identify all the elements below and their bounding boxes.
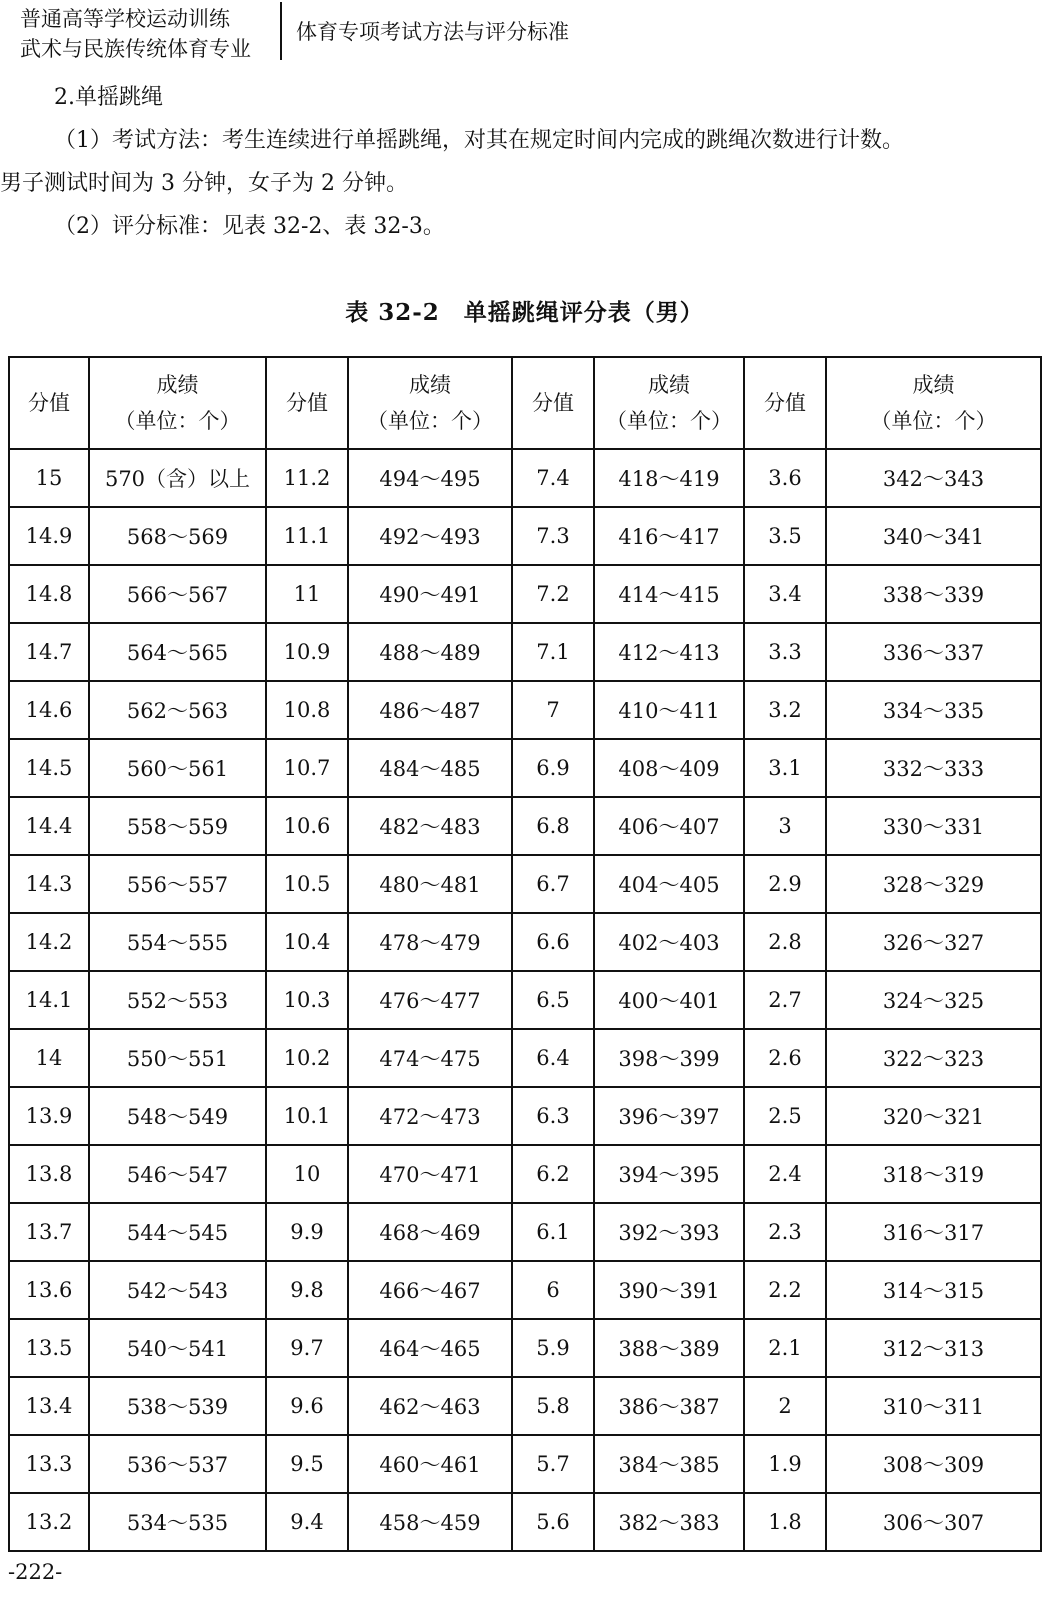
result-cell: 560～561 bbox=[89, 739, 266, 797]
table-body bbox=[9, 449, 1041, 1551]
header-score: 分值 bbox=[266, 357, 348, 449]
score-cell: 11 bbox=[266, 565, 348, 623]
table-header-row bbox=[9, 357, 1041, 449]
result-cell: 382～383 bbox=[594, 1493, 744, 1551]
header-result bbox=[348, 357, 512, 449]
result-cell: 478～479 bbox=[348, 913, 512, 971]
result-cell: 400～401 bbox=[594, 971, 744, 1029]
series-title-line1: 普通高等学校运动训练 bbox=[20, 7, 230, 31]
score-cell: 11.2 bbox=[266, 449, 348, 507]
result-cell: 402～403 bbox=[594, 913, 744, 971]
score-cell: 7.2 bbox=[512, 565, 594, 623]
score-cell: 6.2 bbox=[512, 1145, 594, 1203]
result-cell: 324～325 bbox=[826, 971, 1041, 1029]
result-cell: 466～467 bbox=[348, 1261, 512, 1319]
score-cell: 9.8 bbox=[266, 1261, 348, 1319]
result-cell: 412～413 bbox=[594, 623, 744, 681]
section-title: 2.单摇跳绳 bbox=[54, 85, 163, 110]
score-cell: 3.5 bbox=[744, 507, 826, 565]
score-cell: 3.6 bbox=[744, 449, 826, 507]
result-cell: 556～557 bbox=[89, 855, 266, 913]
score-cell: 14.6 bbox=[9, 681, 89, 739]
score-cell: 6.5 bbox=[512, 971, 594, 1029]
score-cell: 13.4 bbox=[9, 1377, 89, 1435]
score-cell: 9.4 bbox=[266, 1493, 348, 1551]
result-cell: 318～319 bbox=[826, 1145, 1041, 1203]
header-unit-label: （单位：个） bbox=[606, 409, 732, 433]
score-cell: 10.8 bbox=[266, 681, 348, 739]
result-cell: 464～465 bbox=[348, 1319, 512, 1377]
result-cell: 334～335 bbox=[826, 681, 1041, 739]
result-cell: 396～397 bbox=[594, 1087, 744, 1145]
result-cell: 562～563 bbox=[89, 681, 266, 739]
header-result bbox=[594, 357, 744, 449]
chapter-title: 体育专项考试方法与评分标准 bbox=[296, 20, 569, 44]
score-cell: 13.2 bbox=[9, 1493, 89, 1551]
score-cell: 9.7 bbox=[266, 1319, 348, 1377]
score-cell: 15 bbox=[9, 449, 89, 507]
score-cell: 2.6 bbox=[744, 1029, 826, 1087]
result-cell: 326～327 bbox=[826, 913, 1041, 971]
result-cell: 492～493 bbox=[348, 507, 512, 565]
table-row bbox=[9, 449, 1041, 507]
table-row bbox=[9, 855, 1041, 913]
score-cell: 6.3 bbox=[512, 1087, 594, 1145]
score-cell: 6.6 bbox=[512, 913, 594, 971]
score-cell: 6 bbox=[512, 1261, 594, 1319]
result-cell: 566～567 bbox=[89, 565, 266, 623]
score-cell: 6.8 bbox=[512, 797, 594, 855]
table-row bbox=[9, 507, 1041, 565]
score-cell: 2.3 bbox=[744, 1203, 826, 1261]
table-row bbox=[9, 681, 1041, 739]
header-score: 分值 bbox=[9, 357, 89, 449]
header-result bbox=[89, 357, 266, 449]
score-cell: 2.4 bbox=[744, 1145, 826, 1203]
result-cell: 384～385 bbox=[594, 1435, 744, 1493]
page-header bbox=[0, 0, 1049, 64]
table-row bbox=[9, 913, 1041, 971]
result-cell: 486～487 bbox=[348, 681, 512, 739]
result-cell: 552～553 bbox=[89, 971, 266, 1029]
score-cell: 2.9 bbox=[744, 855, 826, 913]
section-body bbox=[0, 76, 1040, 248]
result-cell: 314～315 bbox=[826, 1261, 1041, 1319]
result-cell: 544～545 bbox=[89, 1203, 266, 1261]
result-cell: 494～495 bbox=[348, 449, 512, 507]
score-cell: 3.3 bbox=[744, 623, 826, 681]
table-row bbox=[9, 1203, 1041, 1261]
score-cell: 6.9 bbox=[512, 739, 594, 797]
result-cell: 388～389 bbox=[594, 1319, 744, 1377]
result-cell: 488～489 bbox=[348, 623, 512, 681]
table-row bbox=[9, 739, 1041, 797]
score-cell: 14.7 bbox=[9, 623, 89, 681]
result-cell: 542～543 bbox=[89, 1261, 266, 1319]
score-cell: 3.2 bbox=[744, 681, 826, 739]
score-cell: 3.1 bbox=[744, 739, 826, 797]
table-row bbox=[9, 623, 1041, 681]
result-cell: 540～541 bbox=[89, 1319, 266, 1377]
table-row bbox=[9, 565, 1041, 623]
result-cell: 462～463 bbox=[348, 1377, 512, 1435]
table-row bbox=[9, 1435, 1041, 1493]
book-series-title bbox=[20, 4, 251, 64]
score-cell: 3 bbox=[744, 797, 826, 855]
header-unit-label: （单位：个） bbox=[870, 409, 997, 433]
score-cell: 10.2 bbox=[266, 1029, 348, 1087]
score-cell: 14.8 bbox=[9, 565, 89, 623]
result-cell: 482～483 bbox=[348, 797, 512, 855]
score-cell: 11.1 bbox=[266, 507, 348, 565]
header-result-label: 成绩 bbox=[156, 373, 199, 397]
result-cell: 458～459 bbox=[348, 1493, 512, 1551]
score-cell: 13.8 bbox=[9, 1145, 89, 1203]
score-cell: 2.5 bbox=[744, 1087, 826, 1145]
scoring-paragraph: （2）评分标准：见表 32-2、表 32-3。 bbox=[54, 214, 445, 239]
score-cell: 10.9 bbox=[266, 623, 348, 681]
result-cell: 416～417 bbox=[594, 507, 744, 565]
score-cell: 10.4 bbox=[266, 913, 348, 971]
header-divider bbox=[280, 2, 282, 60]
score-cell: 2.7 bbox=[744, 971, 826, 1029]
result-cell: 404～405 bbox=[594, 855, 744, 913]
score-cell: 5.9 bbox=[512, 1319, 594, 1377]
result-cell: 336～337 bbox=[826, 623, 1041, 681]
result-cell: 312～313 bbox=[826, 1319, 1041, 1377]
score-cell: 10.6 bbox=[266, 797, 348, 855]
score-cell: 7.4 bbox=[512, 449, 594, 507]
score-cell: 14.4 bbox=[9, 797, 89, 855]
score-cell: 2.2 bbox=[744, 1261, 826, 1319]
score-cell: 7.3 bbox=[512, 507, 594, 565]
result-cell: 476～477 bbox=[348, 971, 512, 1029]
result-cell: 338～339 bbox=[826, 565, 1041, 623]
table-row bbox=[9, 1319, 1041, 1377]
result-cell: 470～471 bbox=[348, 1145, 512, 1203]
header-result-label: 成绩 bbox=[912, 373, 955, 397]
score-cell: 3.4 bbox=[744, 565, 826, 623]
result-cell: 472～473 bbox=[348, 1087, 512, 1145]
score-cell: 7 bbox=[512, 681, 594, 739]
score-cell: 7.1 bbox=[512, 623, 594, 681]
result-cell: 394～395 bbox=[594, 1145, 744, 1203]
result-cell: 480～481 bbox=[348, 855, 512, 913]
result-cell: 386～387 bbox=[594, 1377, 744, 1435]
header-result bbox=[826, 357, 1041, 449]
score-cell: 14.2 bbox=[9, 913, 89, 971]
score-cell: 1.9 bbox=[744, 1435, 826, 1493]
result-cell: 418～419 bbox=[594, 449, 744, 507]
score-cell: 10 bbox=[266, 1145, 348, 1203]
header-unit-label: （单位：个） bbox=[114, 409, 241, 433]
result-cell: 536～537 bbox=[89, 1435, 266, 1493]
result-cell: 460～461 bbox=[348, 1435, 512, 1493]
score-cell: 14.3 bbox=[9, 855, 89, 913]
score-cell: 10.3 bbox=[266, 971, 348, 1029]
result-cell: 310～311 bbox=[826, 1377, 1041, 1435]
score-cell: 13.5 bbox=[9, 1319, 89, 1377]
score-cell: 6.4 bbox=[512, 1029, 594, 1087]
score-cell: 13.6 bbox=[9, 1261, 89, 1319]
result-cell: 392～393 bbox=[594, 1203, 744, 1261]
result-cell: 468～469 bbox=[348, 1203, 512, 1261]
header-result-label: 成绩 bbox=[648, 373, 690, 397]
score-cell: 10.5 bbox=[266, 855, 348, 913]
result-cell: 546～547 bbox=[89, 1145, 266, 1203]
result-cell: 490～491 bbox=[348, 565, 512, 623]
result-cell: 550～551 bbox=[89, 1029, 266, 1087]
score-cell: 10.1 bbox=[266, 1087, 348, 1145]
result-cell: 410～411 bbox=[594, 681, 744, 739]
result-cell: 320～321 bbox=[826, 1087, 1041, 1145]
score-cell: 2.8 bbox=[744, 913, 826, 971]
table-title: 表 32-2 单摇跳绳评分表（男） bbox=[345, 299, 704, 326]
score-cell: 9.6 bbox=[266, 1377, 348, 1435]
score-cell: 1.8 bbox=[744, 1493, 826, 1551]
result-cell: 332～333 bbox=[826, 739, 1041, 797]
method-paragraph-line2: 男子测试时间为 3 分钟，女子为 2 分钟。 bbox=[0, 171, 408, 196]
table-row bbox=[9, 1377, 1041, 1435]
score-cell: 14.1 bbox=[9, 971, 89, 1029]
method-paragraph-line1: （1）考试方法：考生连续进行单摇跳绳，对其在规定时间内完成的跳绳次数进行计数。 bbox=[54, 128, 904, 153]
result-cell: 570（含）以上 bbox=[89, 449, 266, 507]
score-cell: 5.8 bbox=[512, 1377, 594, 1435]
result-cell: 548～549 bbox=[89, 1087, 266, 1145]
header-score: 分值 bbox=[512, 357, 594, 449]
result-cell: 406～407 bbox=[594, 797, 744, 855]
result-cell: 306～307 bbox=[826, 1493, 1041, 1551]
score-cell: 9.9 bbox=[266, 1203, 348, 1261]
score-table bbox=[8, 356, 1042, 1552]
result-cell: 340～341 bbox=[826, 507, 1041, 565]
score-cell: 2.1 bbox=[744, 1319, 826, 1377]
result-cell: 390～391 bbox=[594, 1261, 744, 1319]
score-cell: 2 bbox=[744, 1377, 826, 1435]
result-cell: 408～409 bbox=[594, 739, 744, 797]
result-cell: 328～329 bbox=[826, 855, 1041, 913]
result-cell: 322～323 bbox=[826, 1029, 1041, 1087]
header-result-label: 成绩 bbox=[409, 373, 451, 397]
score-cell: 14 bbox=[9, 1029, 89, 1087]
score-cell: 6.1 bbox=[512, 1203, 594, 1261]
score-cell: 6.7 bbox=[512, 855, 594, 913]
table-row bbox=[9, 1029, 1041, 1087]
result-cell: 564～565 bbox=[89, 623, 266, 681]
result-cell: 308～309 bbox=[826, 1435, 1041, 1493]
table-row bbox=[9, 1493, 1041, 1551]
result-cell: 558～559 bbox=[89, 797, 266, 855]
result-cell: 538～539 bbox=[89, 1377, 266, 1435]
result-cell: 316～317 bbox=[826, 1203, 1041, 1261]
header-unit-label: （单位：个） bbox=[367, 409, 493, 433]
score-cell: 9.5 bbox=[266, 1435, 348, 1493]
score-cell: 10.7 bbox=[266, 739, 348, 797]
result-cell: 554～555 bbox=[89, 913, 266, 971]
score-cell: 13.7 bbox=[9, 1203, 89, 1261]
score-cell: 13.3 bbox=[9, 1435, 89, 1493]
table-row bbox=[9, 1087, 1041, 1145]
score-cell: 14.5 bbox=[9, 739, 89, 797]
result-cell: 474～475 bbox=[348, 1029, 512, 1087]
result-cell: 568～569 bbox=[89, 507, 266, 565]
table-row bbox=[9, 971, 1041, 1029]
score-cell: 5.6 bbox=[512, 1493, 594, 1551]
result-cell: 398～399 bbox=[594, 1029, 744, 1087]
score-cell: 13.9 bbox=[9, 1087, 89, 1145]
table-row bbox=[9, 797, 1041, 855]
score-cell: 14.9 bbox=[9, 507, 89, 565]
result-cell: 330～331 bbox=[826, 797, 1041, 855]
score-cell: 5.7 bbox=[512, 1435, 594, 1493]
result-cell: 342～343 bbox=[826, 449, 1041, 507]
table-row bbox=[9, 1145, 1041, 1203]
result-cell: 534～535 bbox=[89, 1493, 266, 1551]
series-title-line2: 武术与民族传统体育专业 bbox=[20, 37, 251, 61]
header-score: 分值 bbox=[744, 357, 826, 449]
result-cell: 414～415 bbox=[594, 565, 744, 623]
result-cell: 484～485 bbox=[348, 739, 512, 797]
table-row bbox=[9, 1261, 1041, 1319]
page-number: -222- bbox=[8, 1560, 63, 1584]
